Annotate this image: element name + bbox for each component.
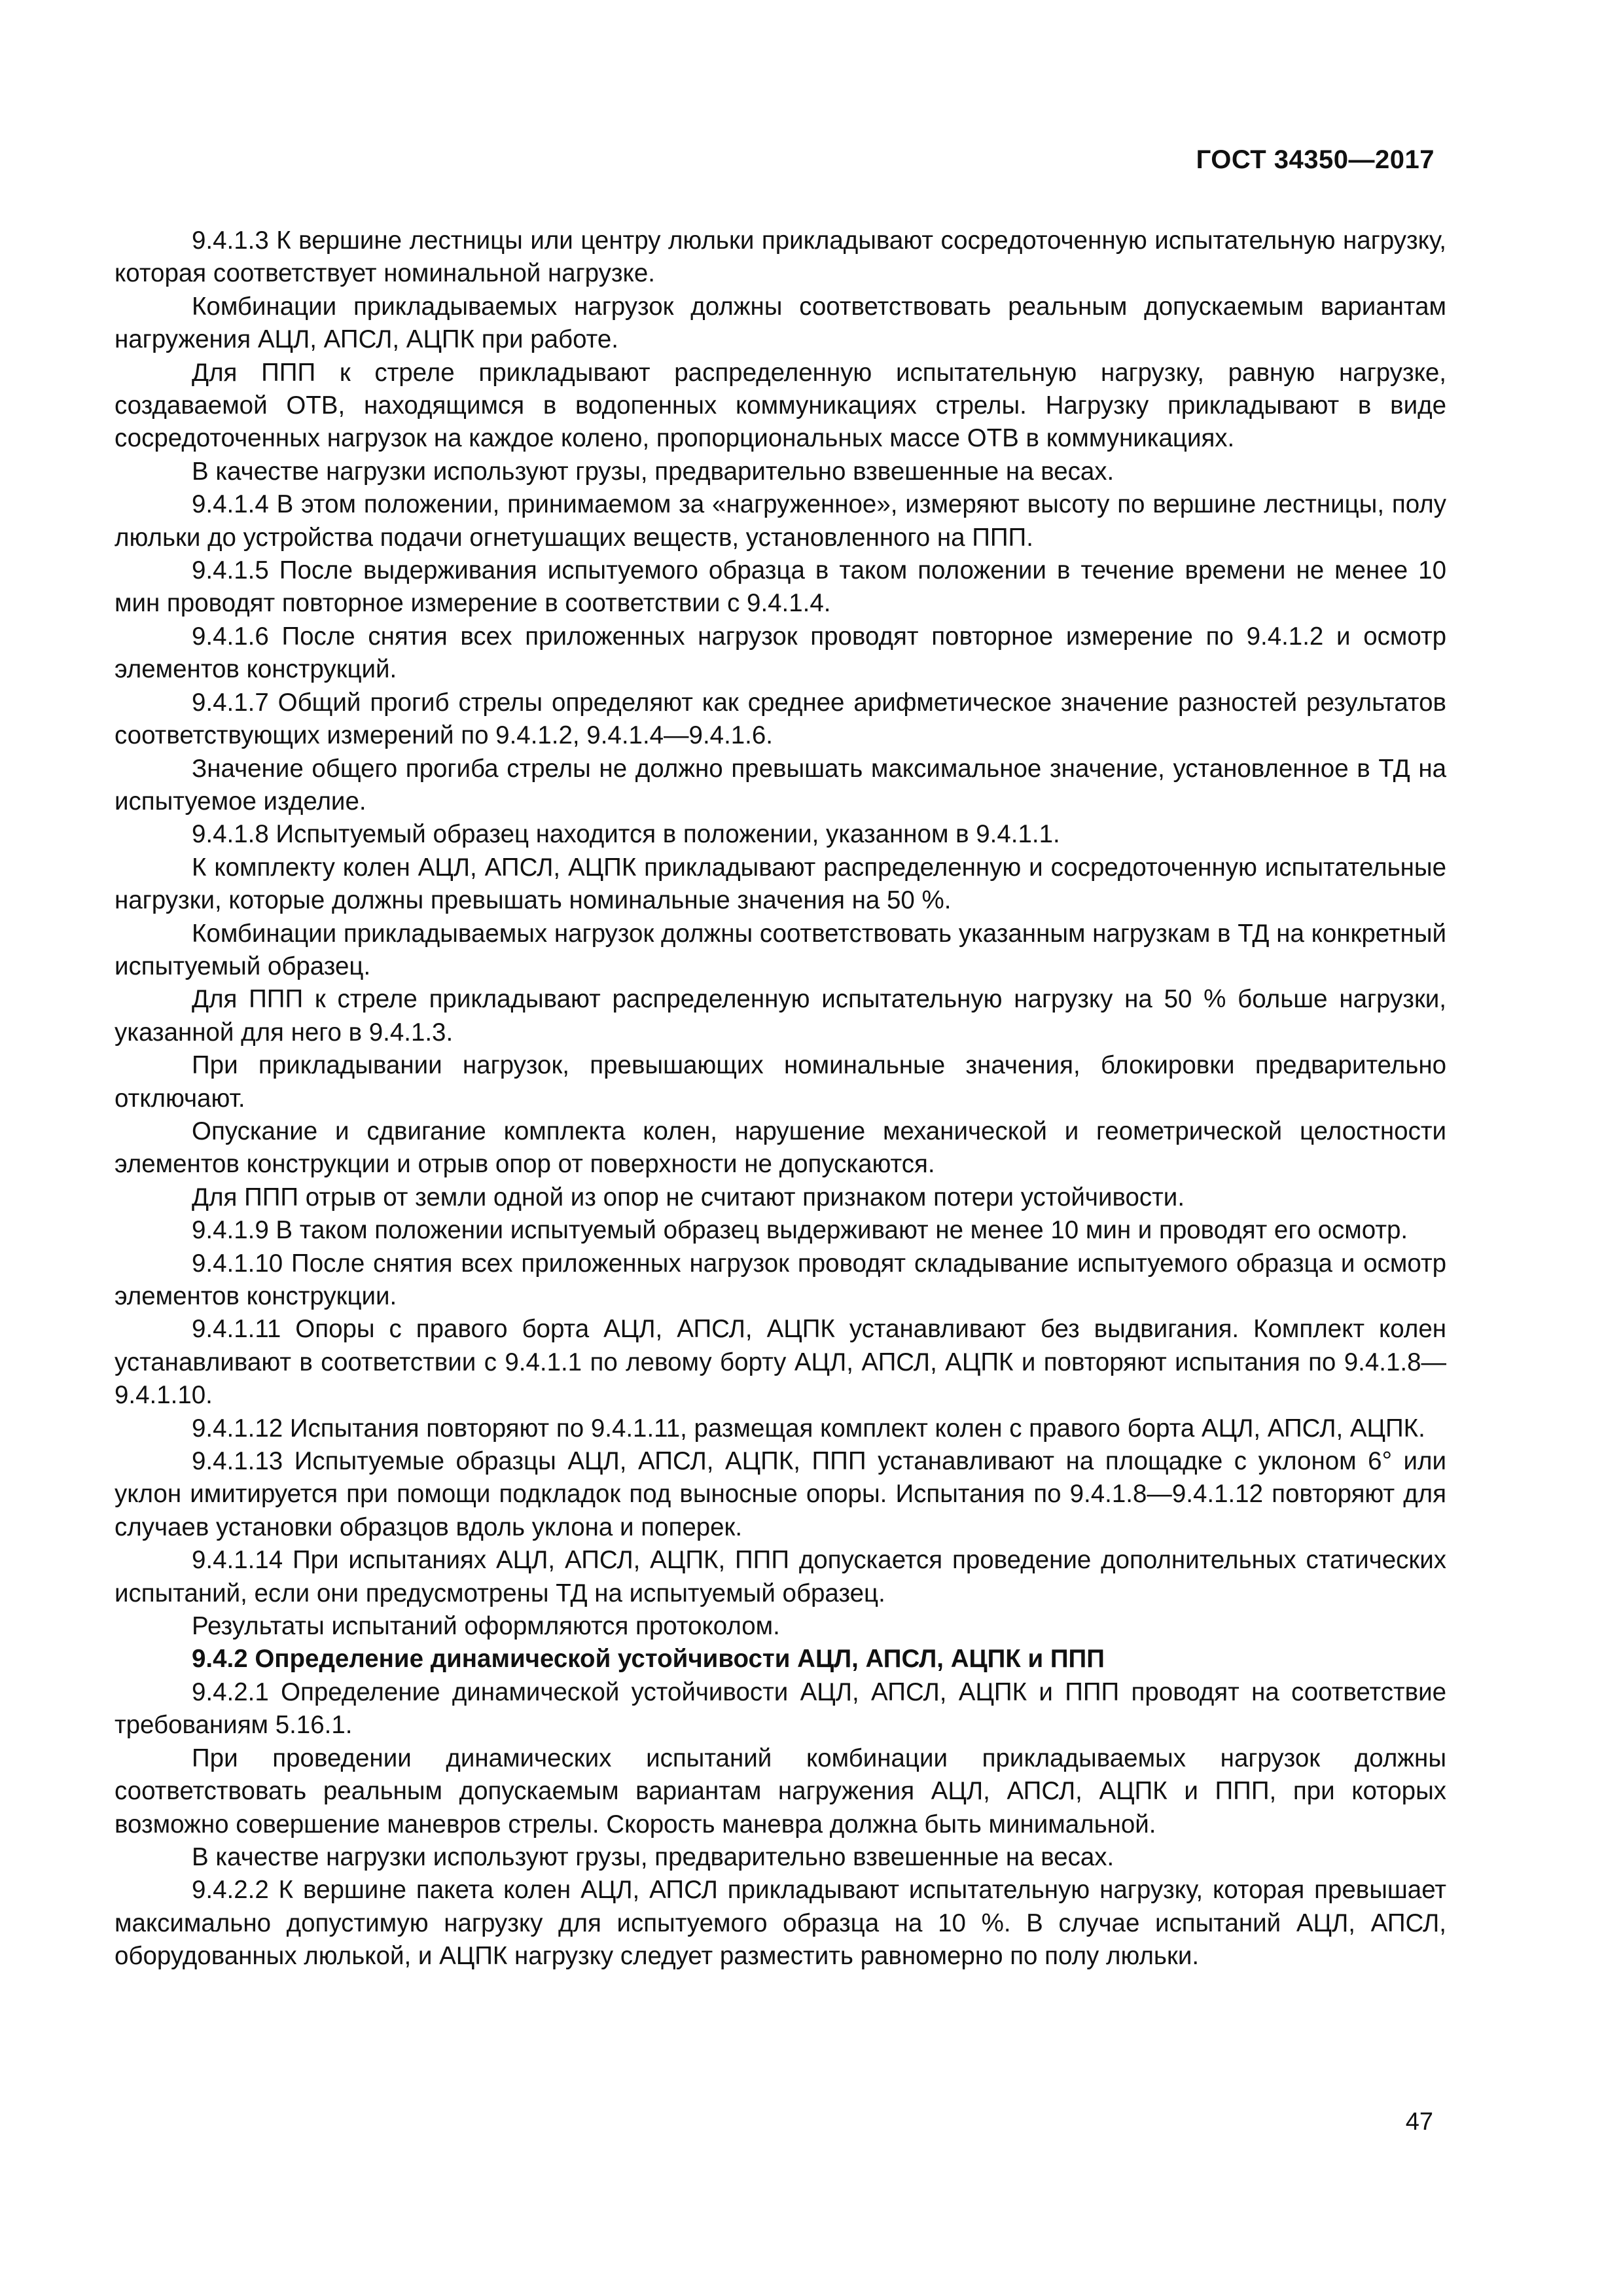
paragraph: 9.4.1.14 При испытаниях АЦЛ, АПСЛ, АЦПК, ППП допускается проведение дополнительных статических испытаний, если они предусмотрены ТД на испытуемый образец. (115, 1546, 1446, 1607)
paragraph: 9.4.1.11 Опоры с правого борта АЦЛ, АПСЛ, АЦПК устанавливают без выдвигания. Комплект колен устанавливают в соответствии с 9.4.1.1 по левому борту АЦЛ, АПСЛ, АЦПК и повторяют испытания по 9.4.1.8—9.4.1.10. (115, 1315, 1446, 1410)
paragraph: Для ППП к стреле прикладывают распределенную испытательную нагрузку на 50 % больше нагрузки, указанной для него в 9.4.1.3. (115, 985, 1446, 1047)
paragraph: 9.4.1.12 Испытания повторяют по 9.4.1.11, размещая комплект колен с правого борта АЦЛ, АПСЛ, АЦПК. (192, 1414, 1425, 1443)
section-heading: 9.4.2 Определение динамической устойчивости АЦЛ, АПСЛ, АЦПК и ППП (192, 1645, 1105, 1674)
paragraph: 9.4.1.8 Испытуемый образец находится в положении, указанном в 9.4.1.1. (192, 820, 1060, 849)
paragraph: 9.4.1.13 Испытуемые образцы АЦЛ, АПСЛ, АЦПК, ППП устанавливают на площадке с уклоном 6° или уклон имитируется при помощи подкладок под выносные опоры. Испытания по 9.4.1.8—9.4.1.12 повторяют для случаев установки образцов вдоль уклона и поперек. (115, 1447, 1446, 1541)
paragraph: 9.4.1.6 После снятия всех приложенных нагрузок проводят повторное измерение по 9.4.1.2 и осмотр элементов конструкций. (115, 622, 1446, 684)
paragraph: Для ППП отрыв от земли одной из опор не считают признаком потери устойчивости. (192, 1183, 1185, 1211)
paragraph: Опускание и сдвигание комплекта колен, нарушение механической и геометрической целостности элементов конструкции и отрыв опор от поверхности не допускаются. (115, 1117, 1446, 1179)
paragraph: При прикладывании нагрузок, превышающих номинальные значения, блокировки предварительно отключают. (115, 1051, 1446, 1113)
paragraph: При проведении динамических испытаний комбинации прикладываемых нагрузок должны соответствовать реальным допускаемым вариантам нагружения АЦЛ, АПСЛ, АЦПК и ППП, при которых возможно совершение маневров стрелы. Скорость маневра должна быть минимальной. (115, 1744, 1446, 1839)
paragraph: 9.4.1.10 После снятия всех приложенных нагрузок проводят складывание испытуемого образца и осмотр элементов конструкции. (115, 1249, 1446, 1310)
paragraph: 9.4.1.9 В таком положении испытуемый образец выдерживают не менее 10 мин и проводят его осмотр. (192, 1216, 1408, 1245)
page-number: 47 (1405, 2108, 1433, 2136)
document-id-header: ГОСТ 34350—2017 (1196, 145, 1435, 174)
paragraph: Комбинации прикладываемых нагрузок должны соответствовать указанным нагрузкам в ТД на конкретный испытуемый образец. (115, 919, 1446, 980)
paragraph: В качестве нагрузки используют грузы, предварительно взвешенные на весах. (192, 457, 1115, 486)
paragraph: Для ППП к стреле прикладывают распределенную испытательную нагрузку, равную нагрузке, создаваемой ОТВ, находящимся в водопенных коммуникациях стрелы. Нагрузку прикладывают в виде сосредоточенных нагрузок на каждое колено, пропорциональных массе ОТВ в коммуникациях. (115, 358, 1446, 453)
paragraph: Комбинации прикладываемых нагрузок должны соответствовать реальным допускаемым вариантам нагружения АЦЛ, АПСЛ, АЦПК при работе. (115, 292, 1446, 354)
body-text (115, 224, 1446, 1973)
paragraph: Значение общего прогиба стрелы не должно превышать максимальное значение, установленное в ТД на испытуемое изделие. (115, 754, 1446, 816)
paragraph: 9.4.1.3 К вершине лестницы или центру люльки прикладывают сосредоточенную испытательную нагрузку, которая соответствует номинальной нагрузке. (115, 226, 1446, 288)
paragraph: 9.4.1.5 После выдерживания испытуемого образца в таком положении в течение времени не менее 10 мин проводят повторное измерение в соответствии с 9.4.1.4. (115, 556, 1446, 618)
paragraph: 9.4.1.7 Общий прогиб стрелы определяют как среднее арифметическое значение разностей результатов соответствующих измерений по 9.4.1.2, 9.4.1.4—9.4.1.6. (115, 688, 1446, 750)
paragraph: 9.4.1.4 В этом положении, принимаемом за «нагруженное», измеряют высоту по вершине лестницы, полу люльки до устройства подачи огнетушащих веществ, установленного на ППП. (115, 490, 1446, 552)
paragraph: В качестве нагрузки используют грузы, предварительно взвешенные на весах. (192, 1842, 1115, 1871)
paragraph: 9.4.2.2 К вершине пакета колен АЦЛ, АПСЛ прикладывают испытательную нагрузку, которая превышает максимально допустимую нагрузку для испытуемого образца на 10 %. В случае испытаний АЦЛ, АПСЛ, оборудованных люлькой, и АЦПК нагрузку следует разместить равномерно по полу люльки. (115, 1876, 1446, 1971)
paragraph: Результаты испытаний оформляются протоколом. (192, 1612, 780, 1641)
paragraph: К комплекту колен АЦЛ, АПСЛ, АЦПК прикладывают распределенную и сосредоточенную испытательные нагрузки, которые должны превышать номинальные значения на 50 %. (115, 853, 1446, 915)
paragraph: 9.4.2.1 Определение динамической устойчивости АЦЛ, АПСЛ, АЦПК и ППП проводят на соответствие требованиям 5.16.1. (115, 1677, 1446, 1740)
